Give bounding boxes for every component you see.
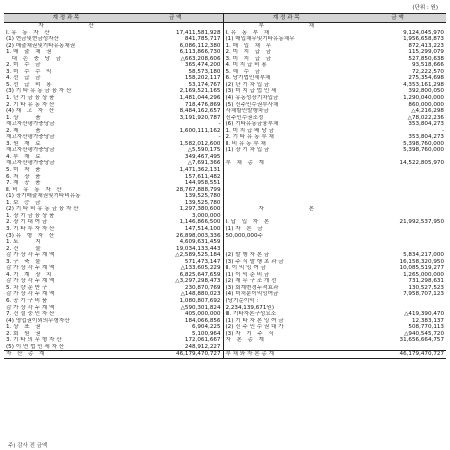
header-account-right: 계 정 과 목 xyxy=(223,14,349,23)
liability-amount-cell: 72,222,570 xyxy=(411,68,444,75)
asset-amount-cell: △663,208,606 xyxy=(128,56,223,63)
liability-amount-cell: 353,804,273 xyxy=(408,134,444,141)
liability-account-cell: 6. 당기법인세부채 xyxy=(225,75,271,82)
liability-account-cell: 부 채 와 자 본 총 계 xyxy=(223,351,349,359)
liability-amount-cell: 31,656,664,757 xyxy=(399,337,444,344)
liability-amount-cell: △419,390,470 xyxy=(404,311,444,318)
asset-amount-cell: 248,912,227 xyxy=(128,344,223,351)
asset-amount-cell: 53,174,767 xyxy=(128,82,223,89)
liability-amount-cell: △940,545,720 xyxy=(404,330,444,337)
asset-amount-cell: 17,411,581,928 xyxy=(128,30,223,37)
asset-account-cell: 4. 선 급 금 xyxy=(6,75,41,82)
liability-amount-cell: 860,000,000 xyxy=(408,101,444,108)
liability-account-cell: (1) 기 타 자 본 잉 여 금 xyxy=(225,317,284,324)
header-amount-right: 금 액 xyxy=(349,14,446,23)
asset-amount-cell: 1,481,044,296 xyxy=(128,95,223,102)
asset-amount-cell: - xyxy=(128,121,223,128)
asset-amount-cell: 172,061,667 xyxy=(128,337,223,344)
table-body xyxy=(4,23,446,359)
liability-account-cell: (1) 자 본 금 xyxy=(225,225,263,232)
asset-account-cell: (1) 장기매출채권및기타비유동 xyxy=(6,193,81,200)
asset-account-cell: 2. 장 기 대 여 금 xyxy=(6,219,48,226)
liability-account-cell: Ⅲ. 기타자본구성요소 xyxy=(225,311,277,318)
liability-amount-cell: △4,216,298 xyxy=(411,108,444,115)
liability-amount-cell: 16,158,320,950 xyxy=(399,258,444,265)
asset-amount-cell: 144,958,551 xyxy=(128,180,223,187)
liability-amount-cell xyxy=(349,344,446,351)
asset-amount-cell: 139,525,780 xyxy=(128,200,223,207)
liability-account-cell: Ⅰ. 유 동 부 채 xyxy=(225,29,270,36)
balance-sheet-table xyxy=(4,13,446,359)
asset-account-cell: 감 가 상 각 누 계 액 xyxy=(6,252,55,259)
asset-account-cell: Ⅱ. 비 유 동 자 산 xyxy=(6,186,62,193)
liability-amount-cell: 1,956,658,873 xyxy=(403,36,444,43)
liability-amount-cell: 353,804,273 xyxy=(408,121,444,128)
asset-amount-cell: 8,484,162,657 xyxy=(128,108,223,115)
asset-amount-cell: △148,880,023 xyxy=(128,291,223,298)
asset-account-cell: 5. 미 착 품 xyxy=(6,167,41,174)
asset-amount-cell: △7,691,366 xyxy=(128,160,223,167)
liability-account-cell: 2. 기 타 유 동 부 채 xyxy=(225,134,274,141)
liability-amount-cell: 10,085,519,277 xyxy=(399,265,444,272)
asset-account-cell: 대 손 충 당 금 xyxy=(6,55,61,62)
asset-account-cell: 감 가 상 각 누 계 액 xyxy=(6,304,55,311)
liability-account-cell: (1) 이 익 준 비 금 xyxy=(225,271,270,278)
asset-account-cell: 6. 공 기 구 비 품 xyxy=(6,297,48,304)
asset-account-cell: 1. 상 표 권 xyxy=(6,324,41,331)
asset-amount-cell: 2,169,521,165 xyxy=(128,88,223,95)
liability-account-cell: 5. 예 수 금 xyxy=(225,68,261,75)
table-row xyxy=(4,23,446,30)
liability-account-cell xyxy=(223,344,349,351)
asset-account-cell: 3. 기 타 투 자 자 산 xyxy=(6,225,55,232)
asset-account-cell: 5. 차 량 운 반 구 xyxy=(6,284,48,291)
asset-account-cell: Ⅰ. 유 동 자 산 xyxy=(6,29,50,36)
asset-amount-cell: 6,904,225 xyxy=(128,324,223,331)
asset-amount-cell: 230,870,769 xyxy=(128,285,223,292)
liability-account-cell: Ⅱ. 이 익 잉 여 금 xyxy=(225,265,266,272)
asset-account-cell: 재고자산평가충당금 xyxy=(6,160,55,167)
liability-amount-cell: 392,800,050 xyxy=(408,88,444,95)
liability-amount-cell: 5,398,760,000 xyxy=(403,147,444,154)
asset-account-cell: 자 산 xyxy=(38,23,94,29)
liability-account-cell: Ⅱ. 비 유 동 부 채 xyxy=(225,140,266,147)
asset-amount-cell: 3,000,000 xyxy=(128,213,223,220)
table-row xyxy=(4,351,446,359)
asset-account-cell: 감 가 상 각 누 계 액 xyxy=(6,265,55,272)
asset-account-cell: 2. 기 타 유 동 자 산 xyxy=(6,101,55,108)
liability-account-cell: (2) 단 기 차 입 금 xyxy=(225,81,270,88)
asset-account-cell: 2. 건 물 xyxy=(6,245,41,252)
asset-amount-cell: 6,113,866,730 xyxy=(128,49,223,56)
liability-account-cell: (3) 미 지 급 법 인 세 xyxy=(225,88,277,95)
asset-account-cell: 2. 회 원 권 xyxy=(6,330,41,337)
asset-amount-cell: 571,473,147 xyxy=(128,259,223,266)
liability-amount-cell: 527,850,638 xyxy=(408,55,444,62)
liability-account-cell: (3) 주 식 발 행 초 과 금 xyxy=(225,258,284,265)
asset-account-cell: 재고자산평가충당금 xyxy=(6,121,55,128)
asset-account-cell: 감 가 상 각 누 계 액 xyxy=(6,291,55,298)
liability-account-cell: (3) 회계변경누적효과 xyxy=(225,284,279,291)
asset-amount-cell: △590,301,824 xyxy=(128,305,223,312)
asset-amount-cell: 365,474,200 xyxy=(128,62,223,69)
asset-account-cell: 3. 구 축 물 xyxy=(6,258,41,265)
asset-amount-cell: 46,179,470,727 xyxy=(128,351,223,359)
asset-amount-cell: 718,476,869 xyxy=(128,102,223,109)
asset-account-cell: (4) 영업권이외의무형자산 xyxy=(6,317,70,324)
liability-account-cell: 2,234,139,671원) xyxy=(225,304,275,311)
liability-account-cell: 1. 매 입 채 무 xyxy=(225,42,272,49)
asset-amount-cell: 1,471,362,131 xyxy=(128,167,223,174)
liability-account-cell: (당기순이익 : xyxy=(225,297,259,304)
liability-amount-cell: 508,770,113 xyxy=(408,324,444,331)
asset-amount-cell: 5,100,964 xyxy=(128,331,223,338)
asset-amount-cell: 158,202,117 xyxy=(128,75,223,82)
asset-amount-cell: 1,600,111,162 xyxy=(128,128,223,135)
asset-amount-cell xyxy=(128,23,223,30)
liability-amount-cell: 14,522,805,970 xyxy=(399,160,444,167)
unit-label: (단위 : 원) xyxy=(412,5,438,11)
asset-account-cell: 3. 원 재 료 xyxy=(6,140,41,147)
asset-account-cell: (5) 이 연 법 인 세 자 산 xyxy=(6,343,65,350)
liability-account-cell: (1) 매입채무및기타유동채무 xyxy=(225,36,295,43)
asset-account-cell: 2. 미 수 금 xyxy=(6,62,41,69)
liability-account-cell: (2) 신 주 인 수 권 대 가 xyxy=(225,324,284,331)
liability-account-cell: (5) 신주인수권부사채 xyxy=(225,101,279,108)
asset-account-cell: (1) 현금및현금성자산 xyxy=(6,36,59,43)
asset-amount-cell: △2,589,525,184 xyxy=(128,252,223,259)
asset-account-cell: 1. 단 기 금 융 상 품 xyxy=(6,95,55,102)
asset-account-cell: 재고자산평가충당금 xyxy=(6,134,55,141)
asset-amount-cell: 6,086,112,380 xyxy=(128,43,223,50)
asset-amount-cell: 405,000,000 xyxy=(128,311,223,318)
liability-amount-cell: 9,124,045,970 xyxy=(403,29,444,36)
asset-account-cell: 1. 장 기 금 융 상 품 xyxy=(6,212,55,219)
asset-amount-cell: 26,898,003,336 xyxy=(128,233,223,240)
asset-account-cell: 2. 제 품 xyxy=(6,127,41,134)
liability-account-cell: (6) 기타유동금융부채 xyxy=(225,121,279,128)
asset-amount-cell: 1,582,012,600 xyxy=(128,141,223,148)
asset-account-cell: 4. 기 계 장 치 xyxy=(6,271,52,278)
liability-account-cell: 자 본 총 계 xyxy=(225,337,264,344)
asset-account-cell: 3. 기 타 의 무 형 자 산 xyxy=(6,337,62,344)
asset-amount-cell: 184,066,856 xyxy=(128,318,223,325)
asset-amount-cell: - xyxy=(128,134,223,141)
asset-account-cell: 5. 선 급 비 용 xyxy=(6,81,52,88)
liability-account-cell: 3. 미 지 급 금 xyxy=(225,55,272,62)
liability-account-cell: 자 본 xyxy=(258,206,315,213)
asset-account-cell: 7. 재 공 품 xyxy=(6,180,41,187)
header-amount-left: 금 액 xyxy=(128,14,223,23)
liability-amount-cell: 1,290,040,000 xyxy=(403,95,444,102)
asset-amount-cell: 19,034,133,443 xyxy=(128,246,223,253)
liability-amount-cell: 731,298,631 xyxy=(408,278,444,285)
liability-amount-cell xyxy=(349,23,446,30)
liability-amount-cell: 21,992,537,950 xyxy=(399,219,444,226)
asset-amount-cell: 1,080,807,692 xyxy=(128,298,223,305)
liability-amount-cell: 4,353,161,298 xyxy=(403,81,444,88)
liability-account-cell: (2) 발 행 자 본 금 xyxy=(225,252,270,259)
liability-account-cell: 50,000,000주 xyxy=(225,232,263,239)
liability-amount-cell: 872,413,223 xyxy=(408,42,444,49)
asset-account-cell: (3) 기 타 유 동 금 융 자 산 xyxy=(6,88,72,95)
footnote: 주) 감사 전 금액 xyxy=(8,443,48,449)
asset-account-cell: 7. 건 설 중 인 자 산 xyxy=(6,311,55,318)
asset-amount-cell: △5,590,175 xyxy=(128,147,223,154)
liability-amount-cell: - xyxy=(441,127,444,134)
liability-amount-cell: 275,354,698 xyxy=(408,75,444,82)
asset-amount-cell: 1,146,866,500 xyxy=(128,219,223,226)
table-row xyxy=(4,344,446,351)
asset-account-cell: 6. 저 장 품 xyxy=(6,173,41,180)
liability-amount-cell: 46,179,470,727 xyxy=(349,351,446,359)
asset-account-cell: 1. 매 출 채 권 xyxy=(6,49,52,56)
liability-account-cell: (2) 재 무 구 조 개 선 xyxy=(225,278,277,285)
liability-account-cell: (3) 자 기 주 식 xyxy=(225,330,274,337)
liability-account-cell: (1) 장 기 차 입 금 xyxy=(225,147,270,154)
liability-amount-cell: 93,518,666 xyxy=(411,62,444,69)
asset-amount-cell: 1,297,380,600 xyxy=(128,206,223,213)
liability-account-cell: 신주인수권조정 xyxy=(225,114,264,121)
asset-amount-cell: △3,297,298,473 xyxy=(128,278,223,285)
liability-account-cell: 2. 미 지 급 금 xyxy=(225,49,272,56)
asset-amount-cell: △133,605,229 xyxy=(128,265,223,272)
asset-account-cell: (2) 기 타 비 유 동 금 융 자 산 xyxy=(6,206,79,213)
asset-account-cell: 감 가 상 각 누 계 액 xyxy=(6,278,55,285)
liability-account-cell: (4) 유동성장기차입금 xyxy=(225,95,279,102)
asset-account-cell: 1. 토 지 xyxy=(6,239,41,246)
liability-account-cell: 1. 미 지 급 배 당 금 xyxy=(225,127,274,134)
asset-amount-cell: 28,767,888,799 xyxy=(128,187,223,194)
asset-amount-cell: 4,609,631,459 xyxy=(128,239,223,246)
asset-account-cell: 1. 상 품 xyxy=(6,114,41,121)
liability-account-cell: 사채할인발행차금 xyxy=(225,108,269,115)
liability-account-cell: Ⅰ. 납 입 자 본 xyxy=(225,219,270,226)
asset-account-cell: (4) 재 고 자 산 xyxy=(6,108,55,115)
asset-account-cell: (3) 유 형 자 산 xyxy=(6,232,55,239)
asset-account-cell: 자 산 총 계 xyxy=(4,351,128,359)
asset-amount-cell: 58,573,180 xyxy=(128,69,223,76)
liability-account-cell: 부 채 xyxy=(258,23,315,29)
asset-account-cell: 재고자산평가충당금 xyxy=(6,147,55,154)
asset-account-cell: 1. 보 증 금 xyxy=(6,199,41,206)
liability-account-cell: 4. 미 지 급 비 용 xyxy=(225,62,267,69)
liability-amount-cell: 115,299,079 xyxy=(408,49,444,56)
asset-amount-cell: 841,785,717 xyxy=(128,36,223,43)
asset-amount-cell: 6,825,647,659 xyxy=(128,272,223,279)
header-account-left: 계 정 과 목 xyxy=(4,14,128,23)
header-row xyxy=(4,14,446,23)
asset-account-cell: 4. 부 재 료 xyxy=(6,153,41,160)
liability-amount-cell: 5,834,217,000 xyxy=(403,252,444,259)
liability-account-cell: 부 채 총 계 xyxy=(225,160,264,167)
liability-amount-cell: 7,958,707,123 xyxy=(403,291,444,298)
liability-amount-cell: △78,022,236 xyxy=(407,114,444,121)
liability-amount-cell: 1,265,000,000 xyxy=(403,271,444,278)
liability-amount-cell: 12,383,137 xyxy=(411,317,444,324)
asset-account-cell: 3. 미 수 수 익 xyxy=(6,68,52,75)
asset-amount-cell: 147,514,100 xyxy=(128,226,223,233)
asset-amount-cell: 139,525,780 xyxy=(128,193,223,200)
liability-amount-cell: 130,527,523 xyxy=(408,284,444,291)
liability-amount-cell: 5,398,760,000 xyxy=(403,140,444,147)
asset-amount-cell: 349,467,495 xyxy=(128,154,223,161)
liability-account-cell: (4) 미처분이익잉여금 xyxy=(225,291,279,298)
asset-amount-cell: 3,191,920,787 xyxy=(128,115,223,122)
asset-amount-cell: 157,611,482 xyxy=(128,174,223,181)
asset-account-cell: (2) 매출채권및기타유동채권 xyxy=(6,42,76,49)
